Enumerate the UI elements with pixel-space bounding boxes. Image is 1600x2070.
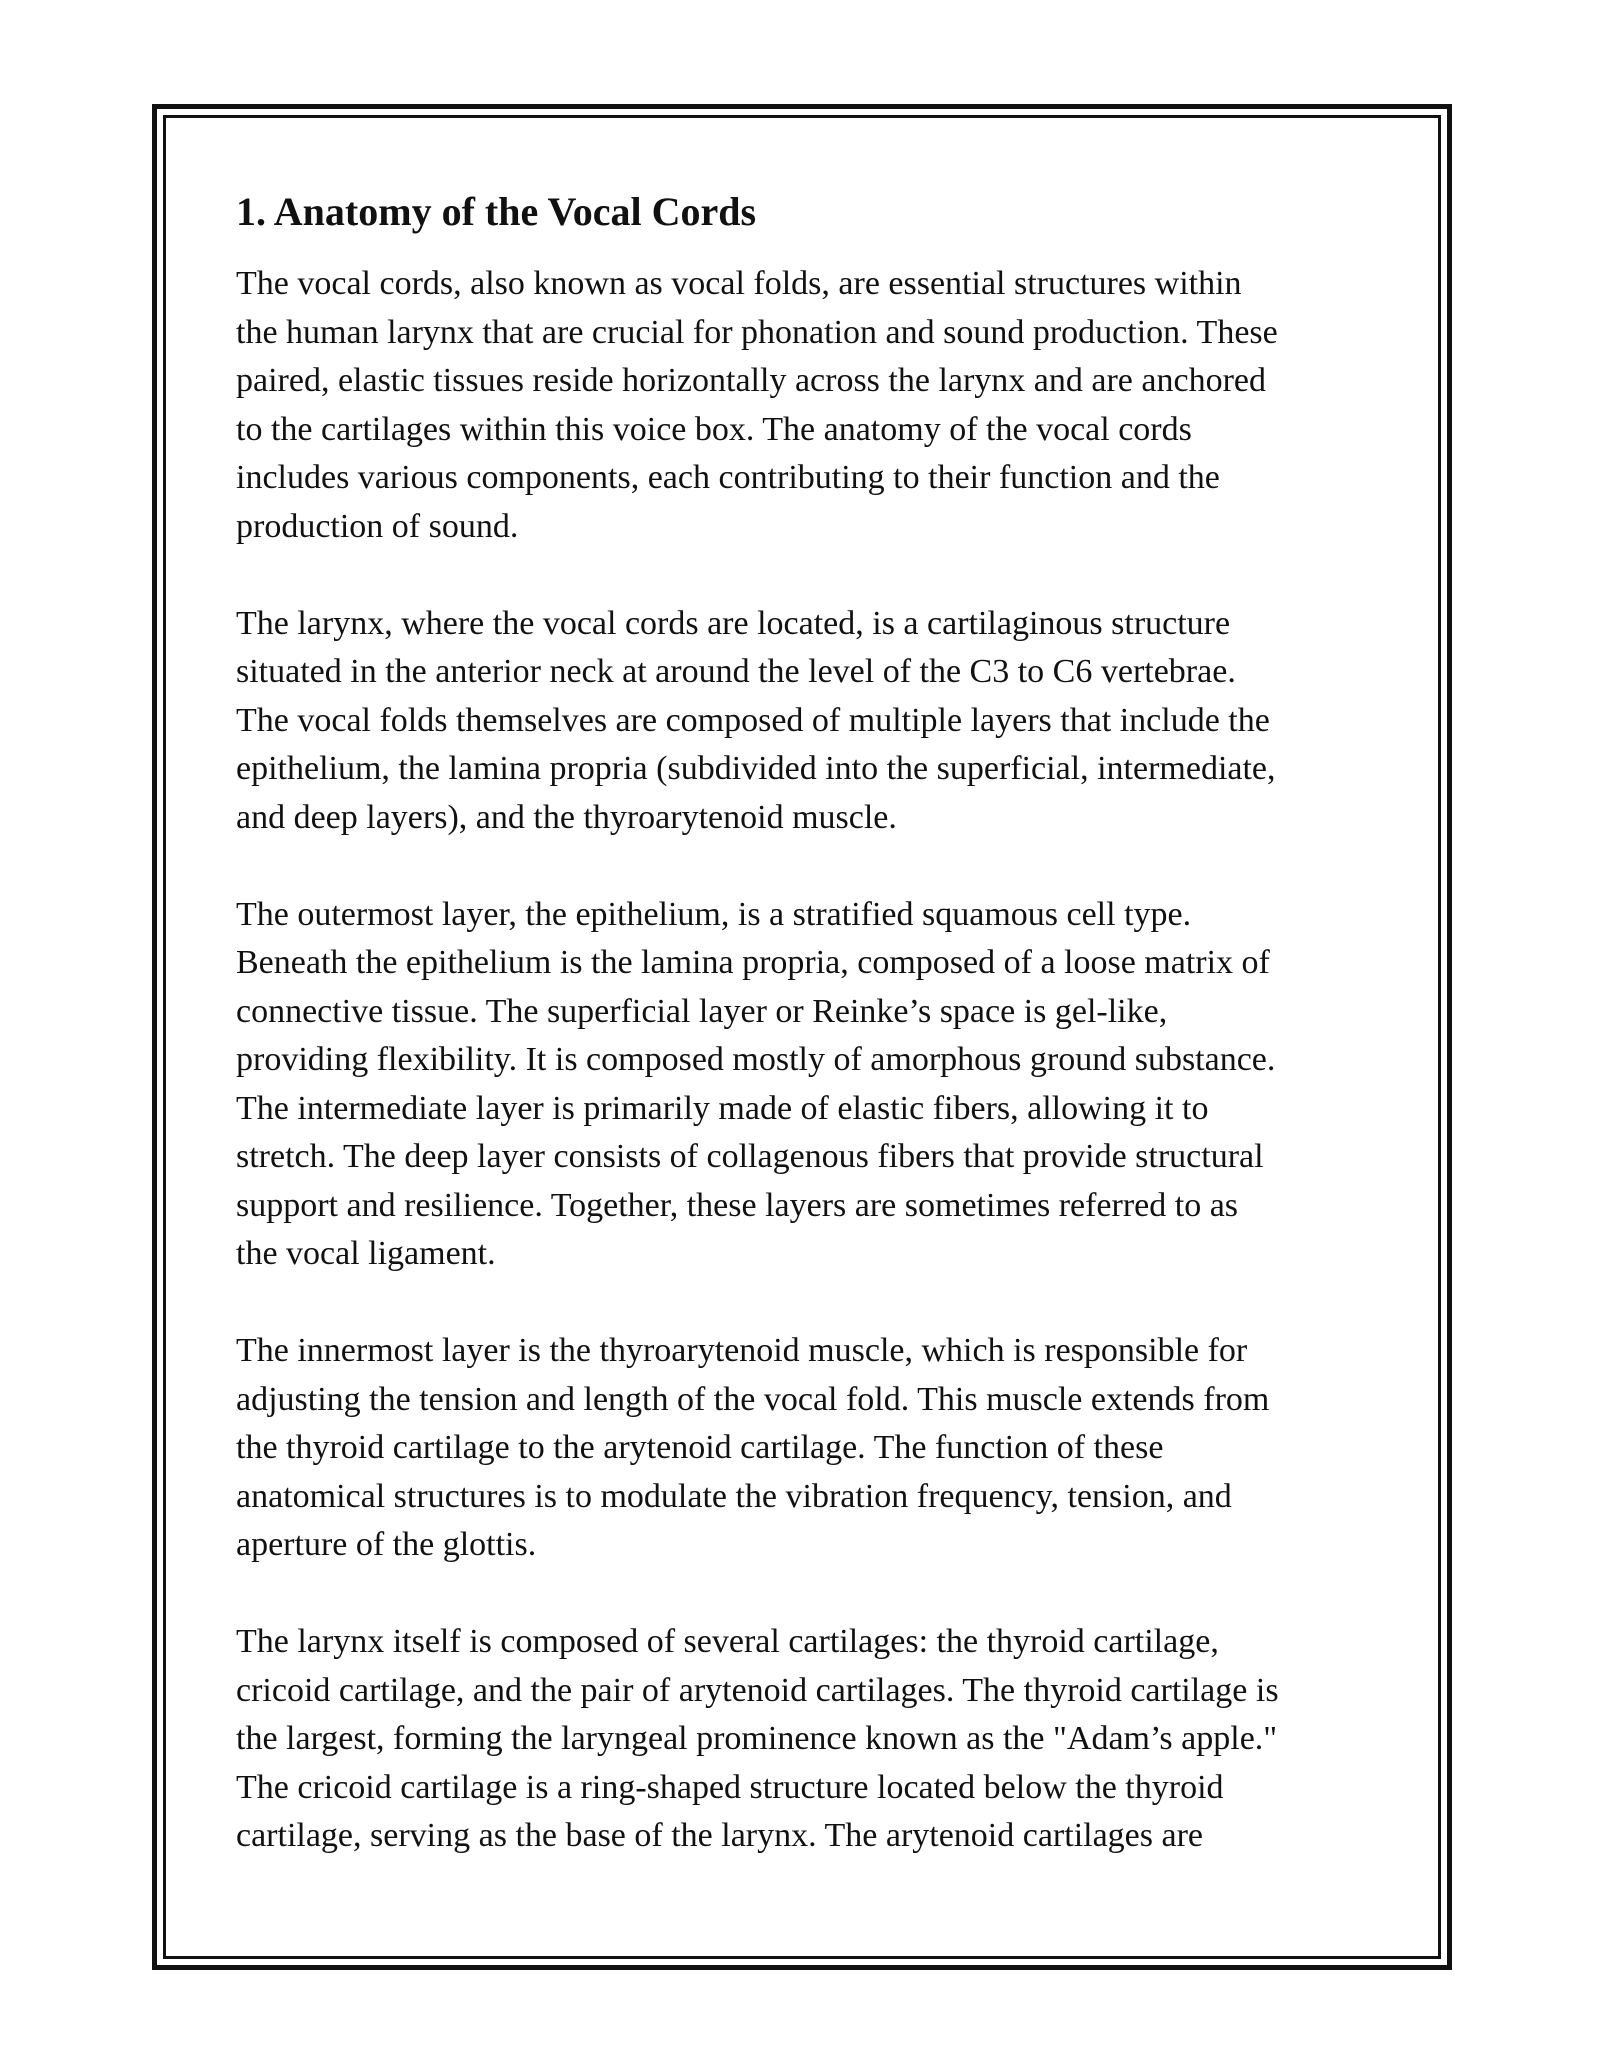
paragraph-line: The vocal cords, also known as vocal folds, are essential structures within	[236, 265, 1242, 302]
paragraph-line: cricoid cartilage, and the pair of arytenoid cartilages. The thyroid cartilage is	[236, 1671, 1279, 1709]
paragraph-line: The outermost layer, the epithelium, is a stratified squamous cell type.	[236, 895, 1192, 933]
paragraph-line: The cricoid cartilage is a ring-shaped structure located below the thyroid	[236, 1768, 1224, 1806]
paragraph-line: the thyroid cartilage to the arytenoid cartilage. The function of these	[236, 1429, 1164, 1466]
paragraph-line: The intermediate layer is primarily made of elastic fibers, allowing it to	[236, 1089, 1209, 1127]
paragraph-line: the vocal ligament.	[236, 1235, 496, 1272]
paragraph-line: The innermost layer is the thyroarytenoid muscle, which is responsible for	[236, 1332, 1248, 1369]
section-heading: 1. Anatomy of the Vocal Cords	[236, 189, 757, 234]
paragraph-line: the human larynx that are crucial for phonation and sound production. These	[236, 313, 1278, 351]
paragraph-line: Beneath the epithelium is the lamina propria, composed of a loose matrix of	[236, 944, 1270, 981]
paragraph-line: providing flexibility. It is composed mostly of amorphous ground substance.	[236, 1041, 1276, 1078]
paragraph-line: adjusting the tension and length of the vocal fold. This muscle extends from	[236, 1380, 1270, 1418]
paragraph-line: situated in the anterior neck at around the level of the C3 to C6 vertebrae.	[236, 653, 1236, 690]
paragraph-line: The vocal folds themselves are composed of multiple layers that include the	[236, 701, 1270, 739]
paragraph-3	[236, 891, 1386, 1279]
paragraph-line: aperture of the glottis.	[236, 1526, 537, 1563]
paragraph-line: anatomical structures is to modulate the vibration frequency, tension, and	[236, 1477, 1232, 1515]
paragraph-1	[236, 260, 1386, 551]
paragraph-5	[236, 1618, 1386, 1861]
paragraph-line: support and resilience. Together, these layers are sometimes referred to as	[236, 1186, 1239, 1224]
document-body	[236, 188, 1386, 1909]
paragraph-2	[236, 600, 1386, 843]
paragraph-line: stretch. The deep layer consists of collagenous fibers that provide structural	[236, 1138, 1264, 1175]
paragraph-line: cartilage, serving as the base of the larynx. The arytenoid cartilages are	[236, 1817, 1204, 1854]
paragraph-line: epithelium, the lamina propria (subdivided into the superficial, intermediate,	[236, 750, 1276, 787]
paragraph-line: and deep layers), and the thyroarytenoid muscle.	[236, 798, 897, 836]
paragraph-4	[236, 1327, 1386, 1570]
paragraph-line: includes various components, each contributing to their function and the	[236, 459, 1220, 496]
paragraph-line: to the cartilages within this voice box. The anatomy of the vocal cords	[236, 410, 1192, 448]
paragraph-line: production of sound.	[236, 507, 519, 545]
paragraph-line: paired, elastic tissues reside horizontally across the larynx and are anchored	[236, 362, 1266, 399]
paragraph-line: connective tissue. The superficial layer or Reinke’s space is gel-like,	[236, 992, 1168, 1030]
paragraph-line: The larynx itself is composed of several cartilages: the thyroid cartilage,	[236, 1623, 1219, 1660]
paragraph-line: The larynx, where the vocal cords are located, is a cartilaginous structure	[236, 604, 1231, 642]
paragraph-line: the largest, forming the laryngeal prominence known as the "Adam’s apple."	[236, 1720, 1278, 1757]
